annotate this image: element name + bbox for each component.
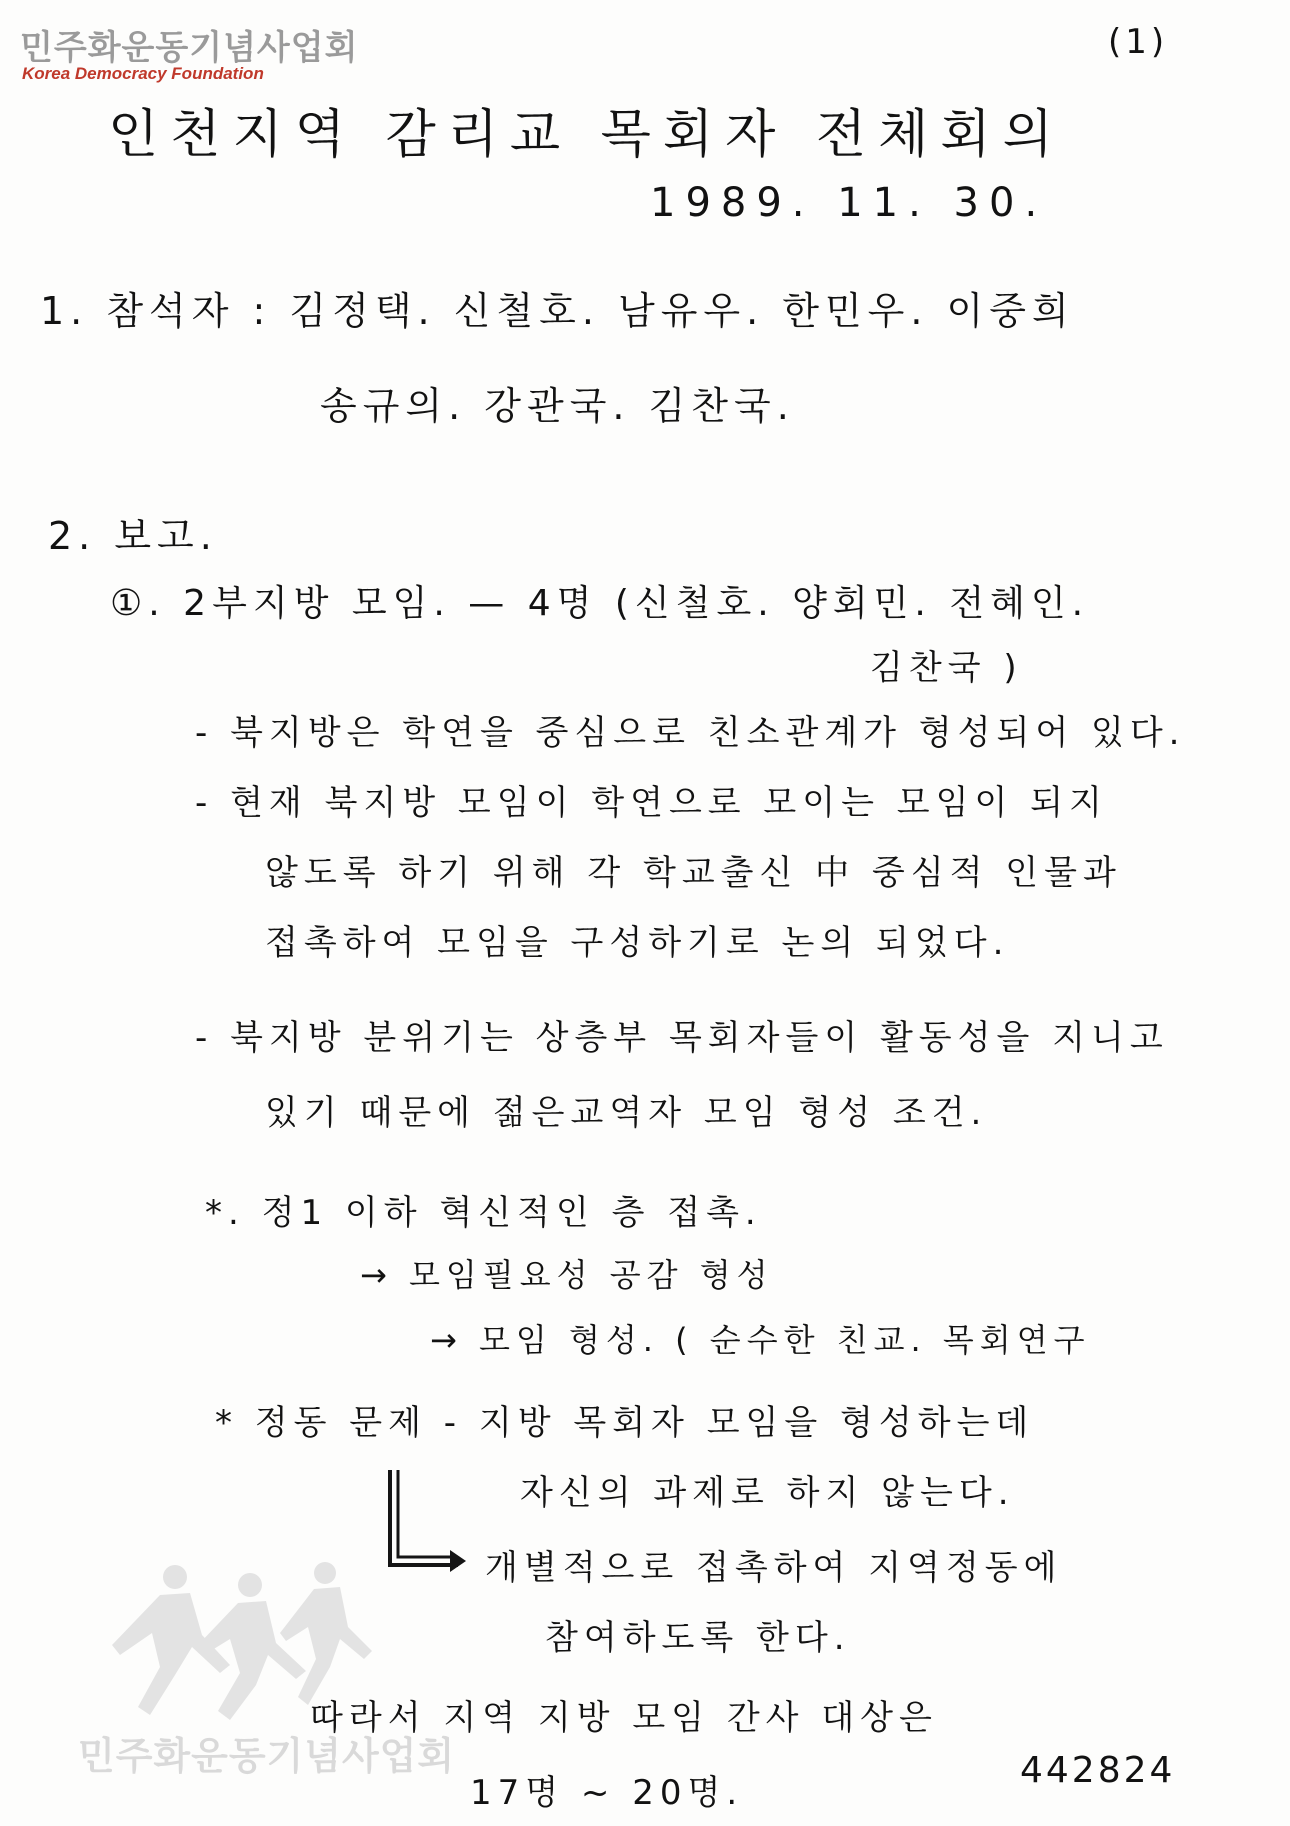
star-note-1-step-a: → 모임필요성 공감 형성 bbox=[360, 1256, 774, 1294]
attendees-line-1: 1. 참석자 : 김정택. 신철호. 남유우. 한민우. 이중희 bbox=[40, 289, 1075, 333]
bullet-1: - 북지방은 학연을 중심으로 친소관계가 형성되어 있다. bbox=[195, 713, 1186, 753]
foundation-logo-english: Korea Democracy Foundation bbox=[22, 64, 264, 83]
bullet-3-line-2: 있기 때문에 젊은교역자 모임 형성 조건. bbox=[265, 1093, 988, 1133]
star-note-2-line-2: 자신의 과제로 하지 않는다. bbox=[520, 1473, 1015, 1513]
report-item-1: ①. 2부지방 모임. — 4명 (신철호. 양회민. 전혜인. bbox=[110, 583, 1090, 624]
foundation-logo-korean: 민주화운동기념사업회 bbox=[20, 28, 359, 68]
meeting-date: 1989. 11. 30. bbox=[650, 180, 1048, 226]
arrow-icon bbox=[380, 1470, 470, 1580]
watermark-text: 민주화운동기념사업회 bbox=[78, 1734, 456, 1778]
report-item-1-cont: 김찬국 ) bbox=[870, 648, 1023, 688]
star-note-2-line-3: 개별적으로 접촉하여 지역정동에 bbox=[485, 1548, 1063, 1588]
document-id: 442824 bbox=[1020, 1750, 1176, 1791]
bullet-2-line-3: 접촉하여 모임을 구성하기로 논의 되었다. bbox=[265, 923, 1010, 963]
watermark-figures-icon bbox=[80, 1555, 380, 1725]
bullet-3-line-1: - 북지방 분위기는 상층부 목회자들이 활동성을 지니고 bbox=[195, 1018, 1169, 1058]
closing-line-2: 17명 ~ 20명. bbox=[470, 1773, 744, 1813]
star-note-2-line-1: * 정동 문제 - 지방 목회자 모임을 형성하는데 bbox=[215, 1403, 1035, 1443]
page-number: (1) bbox=[1108, 22, 1169, 62]
star-note-2-line-4: 참여하도록 한다. bbox=[545, 1618, 851, 1658]
closing-line-1: 따라서 지역 지방 모임 간사 대상은 bbox=[310, 1698, 938, 1738]
bullet-2-line-2: 않도록 하기 위해 각 학교출신 中 중심적 인물과 bbox=[265, 853, 1122, 893]
document-title: 인천지역 감리교 목회자 전체회의 bbox=[108, 105, 1065, 165]
attendees-line-2: 송규의. 강관국. 김찬국. bbox=[320, 384, 795, 428]
bullet-2-line-1: - 현재 북지방 모임이 학연으로 모이는 모임이 되지 bbox=[195, 783, 1108, 823]
report-heading: 2. 보고. bbox=[48, 514, 218, 558]
star-note-1-step-b: → 모임 형성. ( 순수한 친교. 목회연구 bbox=[430, 1321, 1091, 1359]
star-note-1: *. 정1 이하 혁신적인 층 접촉. bbox=[205, 1193, 762, 1233]
